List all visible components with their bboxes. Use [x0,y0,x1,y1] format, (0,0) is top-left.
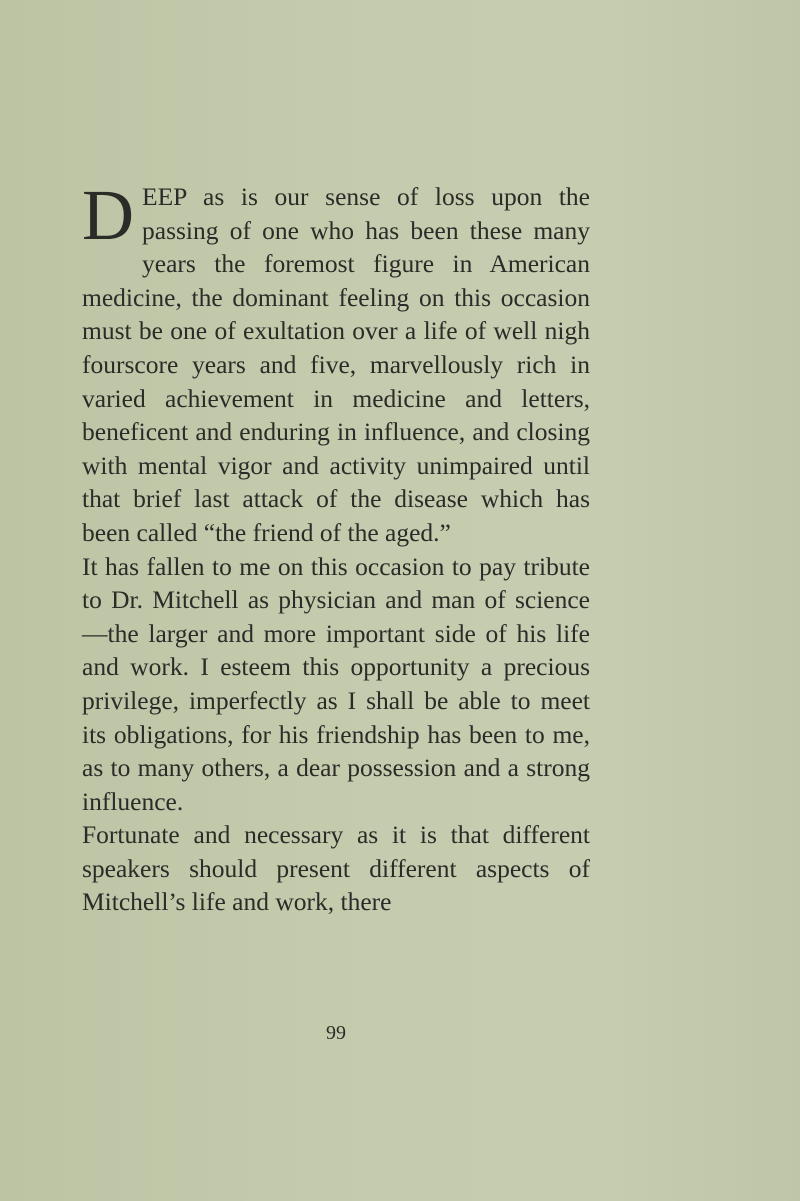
paragraph-1-text: EEP as is our sense of loss upon the passing of one who has been these many years the foremost figure in American medicine, the dominant feeling on this occasion must be one of exultation over a life of well nigh fourscore years and five, marvellously rich in varied achievement in medicine and letters, beneficent and enduring in influence, and closing with mental vigor and activity unimpaired until that brief last attack of the disease which has been called “the friend of the aged.” [82,182,590,547]
paragraph-2: It has fallen to me on this occasion to pay tribute to Dr. Mitchell as physician and man of science—the larger and more important side of his life and work. I esteem this opportunity a precious privilege, imperfectly as I shall be able to meet its obligations, for his friendship has been to me, as to many others, a dear possession and a strong influence. [82,551,590,816]
page-number: 99 [326,1022,346,1044]
drop-cap: D [82,175,134,255]
paragraph-3: Fortunate and necessary as it is that different speakers should present different aspects of Mitchell’s life and work, there [82,820,590,917]
body-text [82,175,590,919]
paragraph-1 [82,175,590,550]
